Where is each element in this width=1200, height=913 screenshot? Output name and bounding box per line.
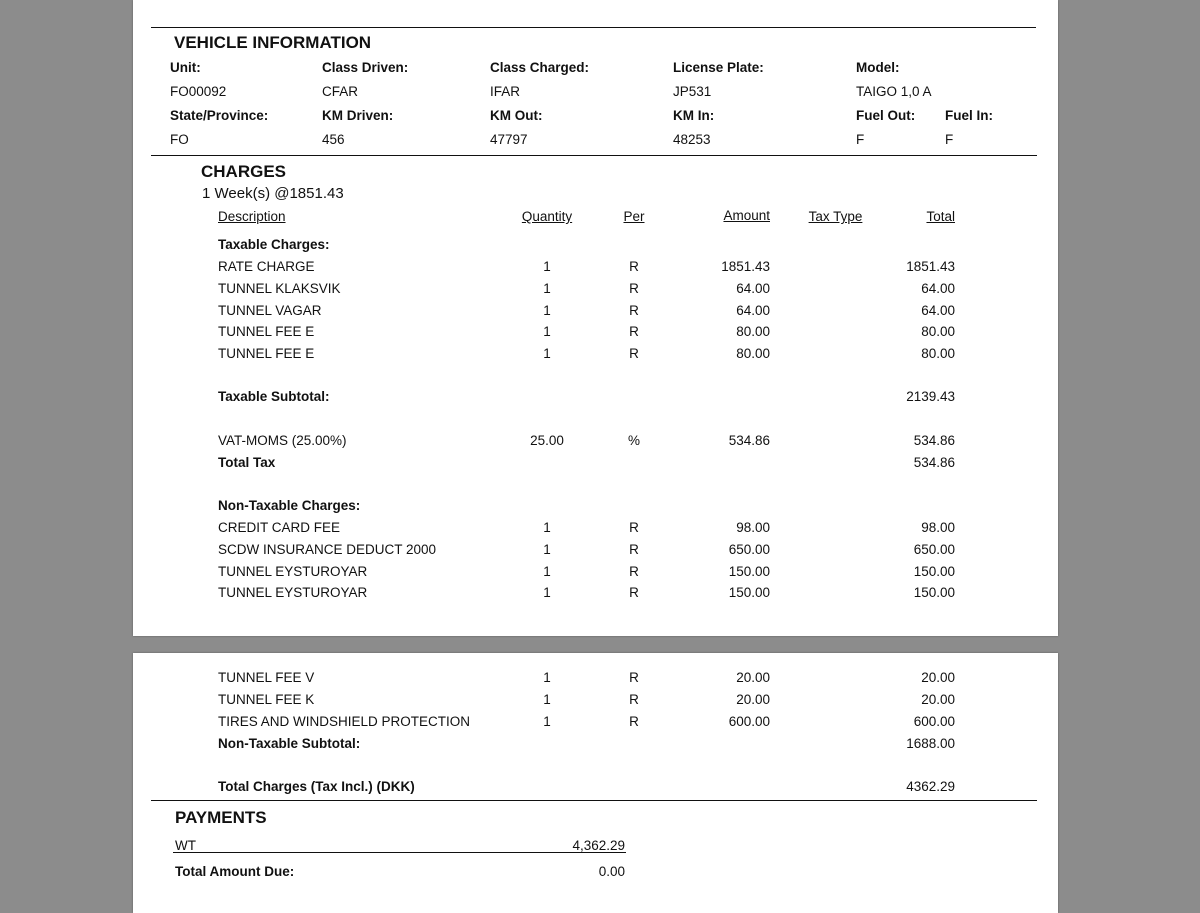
row-amount: 1851.43 [721,259,770,274]
row-quantity: 1 [543,670,551,685]
row-amount: 64.00 [736,280,770,296]
class-charged-value: IFAR [490,84,521,99]
license-plate-label: License Plate: [673,60,764,75]
row-amount: 600.00 [728,713,770,729]
row-quantity: 1 [543,259,551,274]
col-header-amount: Amount [723,208,770,223]
divider [151,27,1036,28]
row-description: TUNNEL EYSTUROYAR [218,585,368,601]
non-taxable-subtotal-label: Non-Taxable Subtotal: [218,736,361,751]
row-total: 20.00 [921,691,955,707]
row-per: R [629,520,639,535]
row-description: TUNNEL KLAKSVIK [218,280,341,296]
row-per: R [629,713,639,729]
payment-method: WT [175,838,196,853]
col-header-quantity: Quantity [521,209,573,224]
row-description: TUNNEL EYSTUROYAR [218,563,368,579]
row-quantity: 1 [543,280,551,296]
vat-total: 534.86 [913,433,955,448]
row-description: TUNNEL FEE V [218,670,315,685]
row-quantity: 1 [543,563,551,579]
row-per: R [629,302,639,318]
km-out-value: 47797 [490,132,528,147]
class-driven-value: CFAR [322,84,359,99]
row-amount: 64.00 [736,302,770,318]
total-charges-label: Total Charges (Tax Incl.) (DKK) [218,779,415,794]
row-per: R [629,259,639,274]
row-total: 64.00 [921,302,955,318]
charges-heading: CHARGES [201,162,287,181]
km-driven-value: 456 [322,132,345,147]
unit-value: FO00092 [170,84,227,99]
taxable-subtotal-label: Taxable Subtotal: [218,389,330,404]
taxable-charges-label: Taxable Charges: [218,237,330,252]
row-amount: 150.00 [728,585,770,601]
row-description: RATE CHARGE [218,259,315,274]
row-total: 20.00 [921,670,955,685]
taxable-subtotal-value: 2139.43 [906,389,955,404]
row-amount: 650.00 [728,541,770,557]
total-amount-due-label: Total Amount Due: [175,864,295,879]
non-taxable-charges-label: Non-Taxable Charges: [218,498,361,513]
vat-description: VAT-MOMS (25.00%) [218,433,347,448]
row-quantity: 1 [543,541,551,557]
row-total: 80.00 [921,346,955,362]
row-description: TIRES AND WINDSHIELD PROTECTION [218,713,471,729]
vat-amount: 534.86 [728,433,770,448]
row-total: 64.00 [921,280,955,296]
col-header-tax-type: Tax Type [808,209,863,224]
unit-label: Unit: [170,60,201,75]
km-in-value: 48253 [673,132,711,147]
document-page-1 [133,0,1058,636]
col-header-description: Description [218,209,286,224]
row-amount: 80.00 [736,324,770,340]
fuel-in-label: Fuel In: [945,108,993,123]
km-driven-label: KM Driven: [322,108,394,123]
row-total: 80.00 [921,324,955,340]
col-header-total: Total [926,209,955,224]
row-description: TUNNEL FEE E [218,324,315,340]
row-per: R [629,280,639,296]
license-plate-value: JP531 [673,84,712,99]
fuel-out-label: Fuel Out: [856,108,916,123]
row-total: 1851.43 [906,259,955,274]
row-quantity: 1 [543,691,551,707]
row-per: R [629,324,639,340]
payments-heading: PAYMENTS [175,808,267,827]
row-description: TUNNEL FEE K [218,691,315,707]
row-per: R [629,563,639,579]
non-taxable-subtotal-value: 1688.00 [906,736,955,751]
vat-quantity: 25.00 [530,433,564,448]
model-value: TAIGO 1,0 A [856,84,932,99]
document-page-2 [133,653,1058,913]
row-quantity: 1 [543,520,551,535]
row-total: 650.00 [913,541,955,557]
total-charges-value: 4362.29 [906,779,955,794]
total-amount-due-value: 0.00 [598,864,625,879]
row-amount: 80.00 [736,346,770,362]
row-quantity: 1 [543,302,551,318]
row-amount: 20.00 [736,691,770,707]
row-total: 98.00 [921,520,955,535]
state-value: FO [170,132,189,147]
row-description: SCDW INSURANCE DEDUCT 2000 [218,541,437,557]
rate-line: 1 Week(s) @1851.43 [202,185,344,202]
col-header-per: Per [623,209,645,224]
row-per: R [629,670,639,685]
row-total: 150.00 [913,585,955,601]
row-description: CREDIT CARD FEE [218,520,341,535]
payment-underline [173,852,626,853]
row-per: R [629,691,639,707]
row-per: R [629,541,639,557]
vehicle-info-heading: VEHICLE INFORMATION [174,33,372,52]
row-quantity: 1 [543,324,551,340]
class-charged-label: Class Charged: [490,60,590,75]
row-per: R [629,585,639,601]
row-per: R [629,346,639,362]
km-out-label: KM Out: [490,108,543,123]
model-label: Model: [856,60,900,75]
row-amount: 20.00 [736,670,770,685]
row-quantity: 1 [543,346,551,362]
divider [151,155,1037,156]
km-in-label: KM In: [673,108,715,123]
row-quantity: 1 [543,585,551,601]
state-label: State/Province: [170,108,269,123]
row-amount: 150.00 [728,563,770,579]
row-description: TUNNEL VAGAR [218,302,322,318]
payment-amount: 4,362.29 [572,838,625,853]
row-quantity: 1 [543,713,551,729]
vat-per: % [627,433,640,448]
total-tax-label: Total Tax [218,455,276,470]
row-total: 600.00 [913,713,955,729]
row-amount: 98.00 [736,520,770,535]
fuel-out-value: F [856,132,865,147]
divider [151,800,1037,801]
class-driven-label: Class Driven: [322,60,409,75]
fuel-in-value: F [945,132,954,147]
row-total: 150.00 [913,563,955,579]
total-tax-value: 534.86 [913,455,955,470]
row-description: TUNNEL FEE E [218,346,315,362]
